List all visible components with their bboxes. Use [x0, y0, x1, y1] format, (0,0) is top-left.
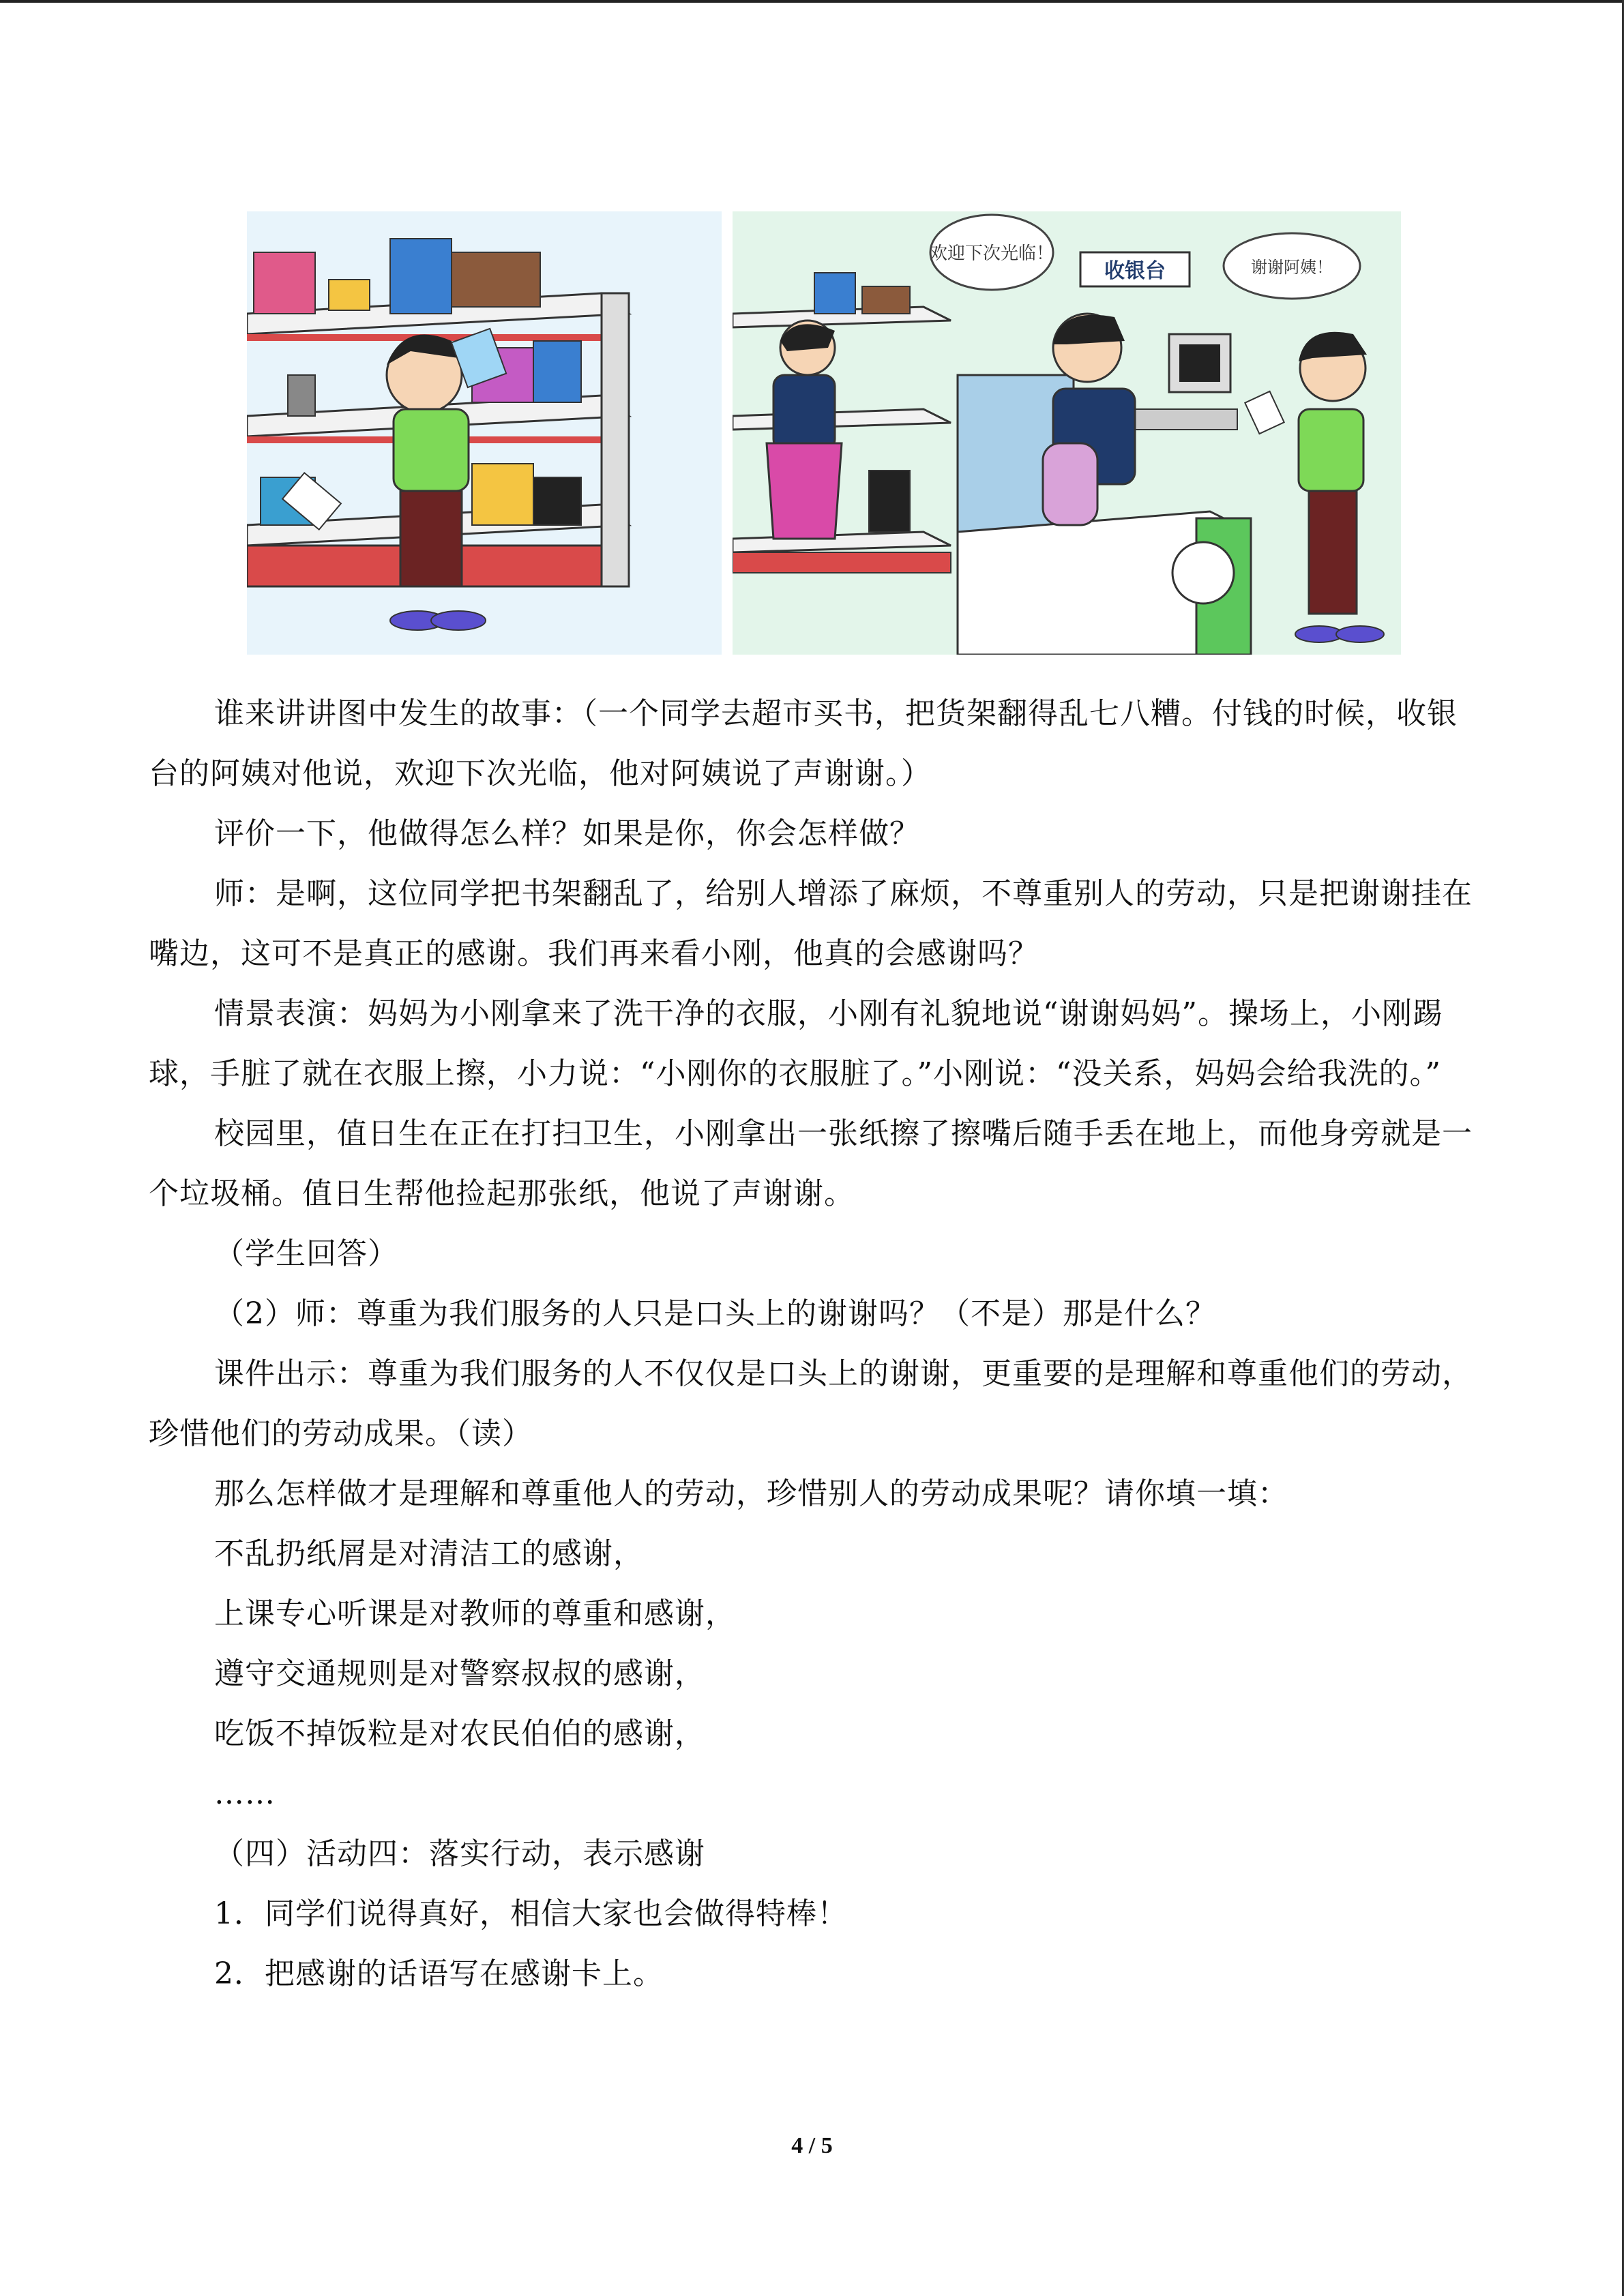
paragraph-teacher-comment: 师：是啊，这位同学把书架翻乱了，给别人增添了麻烦，不尊重别人的劳动，只是把谢谢挂在嘴边，这可不是真正的感谢。我们再来看小刚，他真的会感谢吗？ — [149, 876, 1473, 971]
paragraph-courseware: 课件出示：尊重为我们服务的人不仅仅是口头上的谢谢，更重要的是理解和尊重他们的劳动，珍惜他们的劳动成果。（读） — [149, 1356, 1473, 1451]
step-2: 2．把感谢的话语写在感谢卡上。 — [214, 1956, 664, 1991]
list-item-ellipsis: …… — [214, 1776, 276, 1811]
paragraph-student-answer: （学生回答） — [214, 1236, 398, 1271]
paragraph-campus: 校园里，值日生在正在打扫卫生，小刚拿出一张纸擦了擦嘴后随手丢在地上，而他身旁就是一个垃圾桶。值日生帮他捡起那张纸，他说了声谢谢。 — [149, 1116, 1473, 1211]
shelf-scene-image — [247, 211, 722, 655]
paragraph-evaluate: 评价一下，他做得怎么样？如果是你，你会怎样做？ — [214, 816, 920, 851]
bubble-thanks-text: 谢谢阿姨！ — [1251, 258, 1333, 277]
paragraph-story: 谁来讲讲图中发生的故事：（一个同学去超市买书，把货架翻得乱七八糟。付钱的时候，收银台的阿姨对他说，欢迎下次光临，他对阿姨说了声谢谢。） — [149, 696, 1458, 791]
list-item-police: 遵守交通规则是对警察叔叔的感谢， — [214, 1656, 705, 1691]
cashier-scene-image — [733, 211, 1401, 655]
list-item-teacher: 上课专心听课是对教师的尊重和感谢， — [214, 1596, 736, 1631]
sign-cashier-text: 收银台 — [1104, 259, 1166, 283]
bubble-welcome-text: 欢迎下次光临！ — [929, 243, 1054, 264]
paragraph-question-2: （2）师：尊重为我们服务的人只是口头上的谢谢吗？（不是）那是什么？ — [214, 1296, 1216, 1331]
list-item-farmer: 吃饭不掉饭粒是对农民伯伯的感谢， — [214, 1716, 705, 1751]
section-heading-activity-4: （四）活动四：落实行动，表示感谢 — [214, 1836, 705, 1871]
paragraph-role-play: 情景表演：妈妈为小刚拿来了洗干净的衣服，小刚有礼貌地说“谢谢妈妈”。操场上，小刚踢球，手脏了就在衣服上擦，小力说：“小刚你的衣服脏了。”小刚说：“没关系，妈妈会给我洗的。” — [149, 996, 1443, 1091]
step-1: 1．同学们说得真好，相信大家也会做得特棒！ — [214, 1896, 848, 1931]
body-text — [149, 684, 1479, 2004]
list-item-cleaner: 不乱扔纸屑是对清洁工的感谢， — [214, 1536, 644, 1571]
page-top-border — [0, 0, 1624, 3]
page-number: 4 / 5 — [791, 2133, 833, 2158]
paragraph-fill-in: 那么怎样做才是理解和尊重他人的劳动，珍惜别人的劳动成果呢？请你填一填： — [214, 1476, 1288, 1511]
illustration-panel-shelf — [247, 211, 722, 655]
illustration-panel-cashier — [733, 211, 1401, 655]
illustration — [247, 211, 1401, 655]
